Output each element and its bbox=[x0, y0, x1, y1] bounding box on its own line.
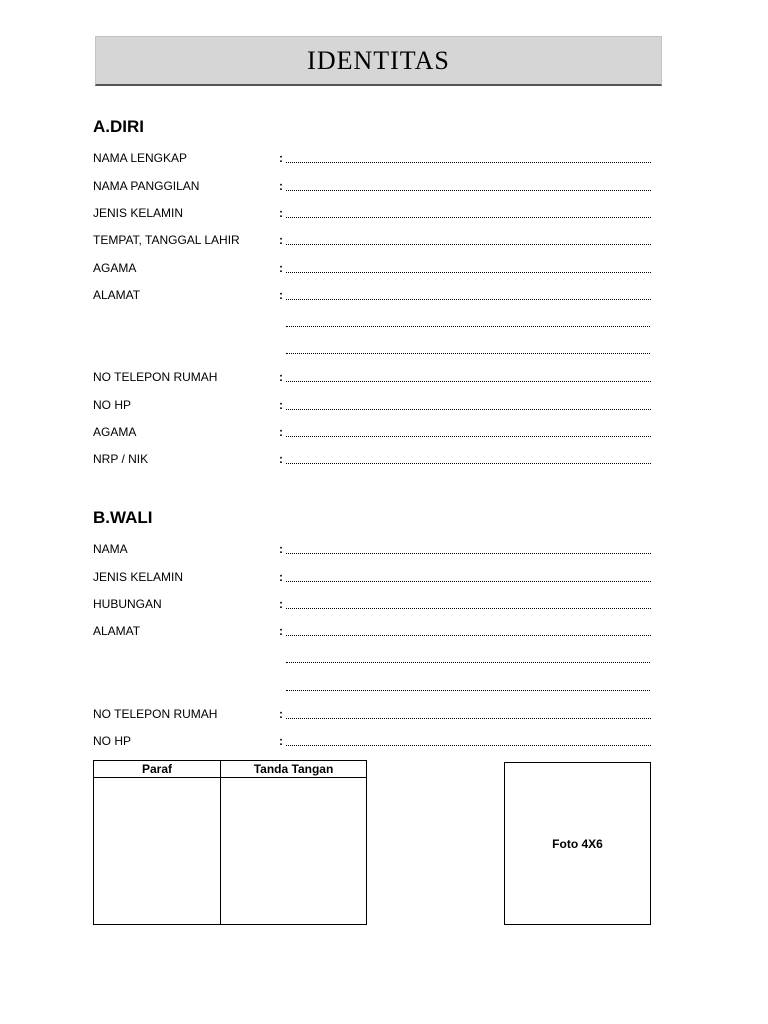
field-colon: : bbox=[279, 425, 283, 439]
fill-line[interactable] bbox=[286, 381, 651, 382]
field-colon: : bbox=[279, 452, 283, 466]
field-colon: : bbox=[279, 370, 283, 384]
field-colon: : bbox=[279, 288, 283, 302]
field-label: JENIS KELAMIN bbox=[93, 570, 184, 584]
field-agama[interactable] bbox=[93, 261, 651, 277]
field-colon: : bbox=[279, 179, 283, 193]
field-label: NAMA bbox=[93, 542, 128, 556]
fill-line[interactable] bbox=[286, 553, 651, 554]
fill-line[interactable] bbox=[286, 162, 651, 163]
field-label: NO HP bbox=[93, 398, 132, 412]
page-title: IDENTITAS bbox=[307, 45, 450, 75]
fill-line[interactable] bbox=[286, 272, 651, 273]
wali-alamat-continuation-line[interactable] bbox=[286, 690, 650, 691]
fill-line[interactable] bbox=[286, 745, 651, 746]
field-label: NAMA PANGGILAN bbox=[93, 179, 200, 193]
paraf-cell[interactable] bbox=[94, 778, 221, 925]
field-label: AGAMA bbox=[93, 261, 137, 275]
field-colon: : bbox=[279, 206, 283, 220]
fill-line[interactable] bbox=[286, 190, 651, 191]
field-colon: : bbox=[279, 624, 283, 638]
paraf-header: Paraf bbox=[94, 761, 221, 778]
field-tempat-tanggal-lahir[interactable] bbox=[93, 233, 651, 249]
fill-line[interactable] bbox=[286, 608, 651, 609]
fill-line[interactable] bbox=[286, 409, 651, 410]
field-no-hp[interactable] bbox=[93, 398, 651, 414]
section-b-title: B.WALI bbox=[93, 508, 153, 527]
tanda-tangan-cell[interactable] bbox=[221, 778, 367, 925]
field-label: TEMPAT, TANGGAL LAHIR bbox=[93, 233, 240, 247]
field-wali-alamat[interactable] bbox=[93, 624, 651, 640]
fill-line[interactable] bbox=[286, 635, 651, 636]
page-title-bar bbox=[95, 36, 662, 86]
fill-line[interactable] bbox=[286, 718, 651, 719]
field-colon: : bbox=[279, 542, 283, 556]
field-label: ALAMAT bbox=[93, 624, 141, 638]
field-label: NO TELEPON RUMAH bbox=[93, 370, 218, 384]
field-colon: : bbox=[279, 734, 283, 748]
field-agama-2[interactable] bbox=[93, 425, 651, 441]
field-colon: : bbox=[279, 151, 283, 165]
field-wali-no-telepon-rumah[interactable] bbox=[93, 707, 651, 723]
field-alamat[interactable] bbox=[93, 288, 651, 304]
field-colon: : bbox=[279, 597, 283, 611]
field-nama-lengkap[interactable] bbox=[93, 151, 651, 167]
field-label: HUBUNGAN bbox=[93, 597, 162, 611]
wali-alamat-continuation-line[interactable] bbox=[286, 662, 650, 663]
field-nama-panggilan[interactable] bbox=[93, 179, 651, 195]
fill-line[interactable] bbox=[286, 581, 651, 582]
field-colon: : bbox=[279, 707, 283, 721]
field-label: JENIS KELAMIN bbox=[93, 206, 184, 220]
field-label: NO HP bbox=[93, 734, 132, 748]
section-a-title: A.DIRI bbox=[93, 117, 144, 136]
fill-line[interactable] bbox=[286, 217, 651, 218]
tanda-tangan-header: Tanda Tangan bbox=[221, 761, 367, 778]
field-wali-nama[interactable] bbox=[93, 542, 651, 558]
field-label: ALAMAT bbox=[93, 288, 141, 302]
field-label: NRP / NIK bbox=[93, 452, 149, 466]
photo-box bbox=[504, 762, 651, 925]
fill-line[interactable] bbox=[286, 299, 651, 300]
field-wali-no-hp[interactable] bbox=[93, 734, 651, 750]
signature-table bbox=[93, 760, 367, 925]
field-label: NAMA LENGKAP bbox=[93, 151, 188, 165]
field-colon: : bbox=[279, 233, 283, 247]
field-colon: : bbox=[279, 261, 283, 275]
field-wali-jenis-kelamin[interactable] bbox=[93, 570, 651, 586]
field-wali-hubungan[interactable] bbox=[93, 597, 651, 613]
field-label: AGAMA bbox=[93, 425, 137, 439]
field-colon: : bbox=[279, 398, 283, 412]
alamat-continuation-line[interactable] bbox=[286, 326, 650, 327]
fill-line[interactable] bbox=[286, 463, 651, 464]
field-label: NO TELEPON RUMAH bbox=[93, 707, 218, 721]
alamat-continuation-line[interactable] bbox=[286, 353, 650, 354]
field-jenis-kelamin[interactable] bbox=[93, 206, 651, 222]
field-colon: : bbox=[279, 570, 283, 584]
field-nrp-nik[interactable] bbox=[93, 452, 651, 468]
photo-label: Foto 4X6 bbox=[552, 836, 603, 851]
fill-line[interactable] bbox=[286, 244, 651, 245]
field-no-telepon-rumah[interactable] bbox=[93, 370, 651, 386]
fill-line[interactable] bbox=[286, 436, 651, 437]
